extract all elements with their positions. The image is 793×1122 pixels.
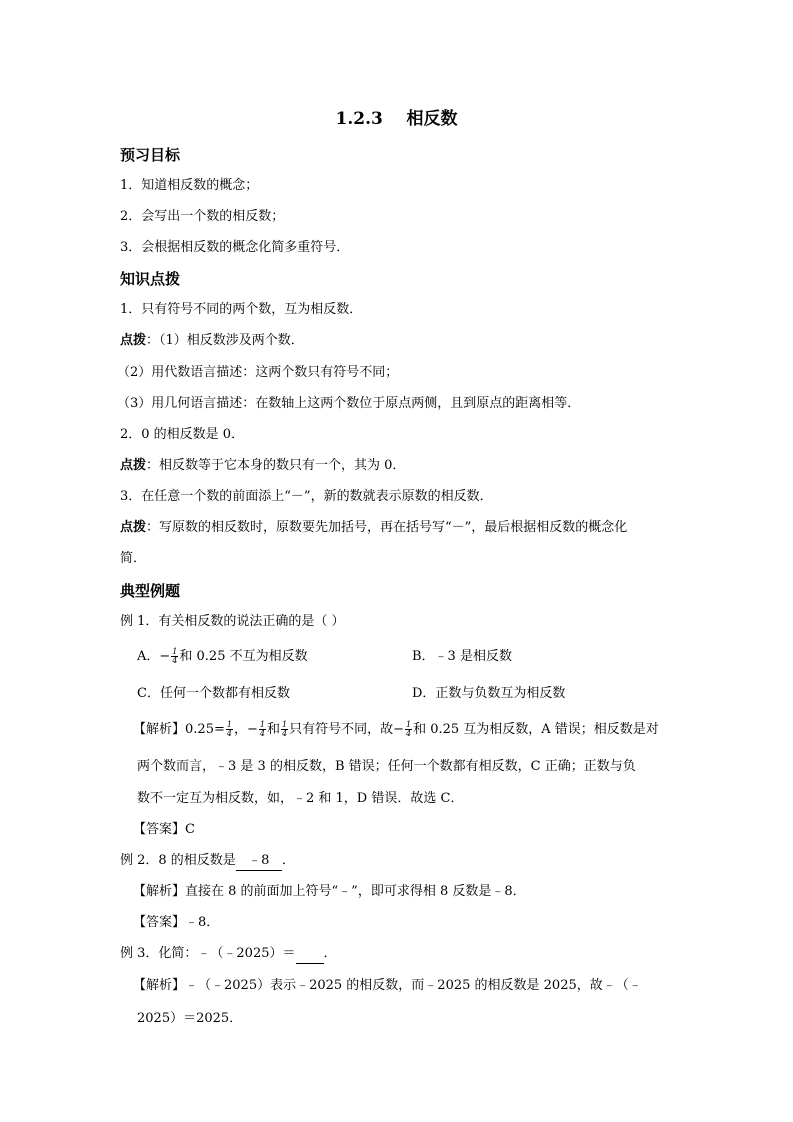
- section-heading-examples: 典型例题: [120, 582, 181, 600]
- example-1-analysis-line-1: 【解析】0.25= $\frac{1}{4}$ ，− $\frac{1}{4}$ 和 $\frac{1}{4}$ 只有符号不同，故− $\frac{1}{4}$ 和 0.25 互为相反数，A 错误；相反数是对: [133, 720, 659, 738]
- tip-1-line-3: （3）用几何语言描述：在数轴上这两个数位于原点两侧，且到原点的距离相等．: [117, 396, 581, 411]
- example-1-option-c: C．任何一个数都有相反数: [137, 686, 290, 701]
- section-heading-preview: 预习目标: [120, 146, 181, 164]
- example-2-analysis: 【解析】直接在 8 的前面加上符号“﹣”，即可求得相 8 反数是﹣8．: [133, 884, 526, 899]
- tip-text: ：写原数的相反数时，原数要先加括号，再在括号写“－”，最后根据相反数的概念化: [146, 520, 628, 535]
- answer-blank: [296, 945, 324, 964]
- tip-label: 点拨: [120, 333, 147, 348]
- preview-item-1: 1．知道相反数的概念；: [120, 178, 259, 193]
- answer-blank: ﹣8: [236, 852, 282, 871]
- example-1-analysis-line-2: 两个数而言，﹣3 是 3 的相反数，B 错误；任何一个数都有相反数，C 正确；正数与负: [137, 759, 636, 774]
- preview-item-2: 2．会写出一个数的相反数；: [120, 209, 285, 224]
- section-heading-knowledge: 知识点拨: [120, 270, 181, 288]
- knowledge-point-2: 2．0 的相反数是 0．: [120, 427, 245, 442]
- example-1-option-a: A．− $\frac{1}{4}$ 和 0.25 不互为相反数: [137, 647, 308, 665]
- tip-1-line-2: （2）用代数语言描述：这两个数只有符号不同；: [117, 365, 399, 380]
- example-1-analysis-line-3: 数不一定互为相反数，如，﹣2 和 1，D 错误．故选 C．: [137, 791, 464, 806]
- tip-1: [120, 332, 304, 350]
- tip-text: ：相反数等于它本身的数只有一个，其为 0．: [146, 458, 406, 473]
- example-3-analysis-line-2: 2025）＝2025．: [137, 1011, 243, 1026]
- tip-label: 点拨: [120, 520, 147, 535]
- knowledge-point-3: 3．在任意一个数的前面添上“－”，新的数就表示原数的相反数．: [120, 489, 493, 504]
- tip-label: 点拨: [120, 458, 147, 473]
- preview-item-3: 3．会根据相反数的概念化简多重符号．: [120, 240, 350, 255]
- tip-3-line-2: 简．: [120, 551, 147, 566]
- example-3-analysis-line-1: 【解析】﹣（﹣2025）表示﹣2025 的相反数，而﹣2025 的相反数是 2025，故﹣（﹣: [133, 978, 642, 993]
- example-2-answer: 【答案】﹣8．: [133, 915, 220, 930]
- page-title: 1.2.3 相反数: [335, 109, 458, 129]
- example-3-stem: 例 3．化简：﹣（﹣2025）＝ ．: [120, 945, 337, 964]
- example-2-stem: 例 2．8 的相反数是 ﹣8 ．: [120, 852, 295, 871]
- tip-2: [120, 457, 405, 475]
- tip-text: ：（1）相反数涉及两个数．: [146, 333, 304, 348]
- example-1-option-d: D．正数与负数互为相反数: [412, 686, 566, 701]
- tip-3: [120, 519, 627, 537]
- fraction: $\frac{1}{4}$: [172, 647, 178, 665]
- knowledge-point-1: 1．只有符号不同的两个数，互为相反数．: [120, 302, 363, 317]
- example-1-stem: 例 1．有关相反数的说法正确的是（ ）: [120, 614, 345, 629]
- example-1-option-b: B．﹣3 是相反数: [412, 649, 512, 664]
- example-1-answer: 【答案】C: [133, 822, 195, 837]
